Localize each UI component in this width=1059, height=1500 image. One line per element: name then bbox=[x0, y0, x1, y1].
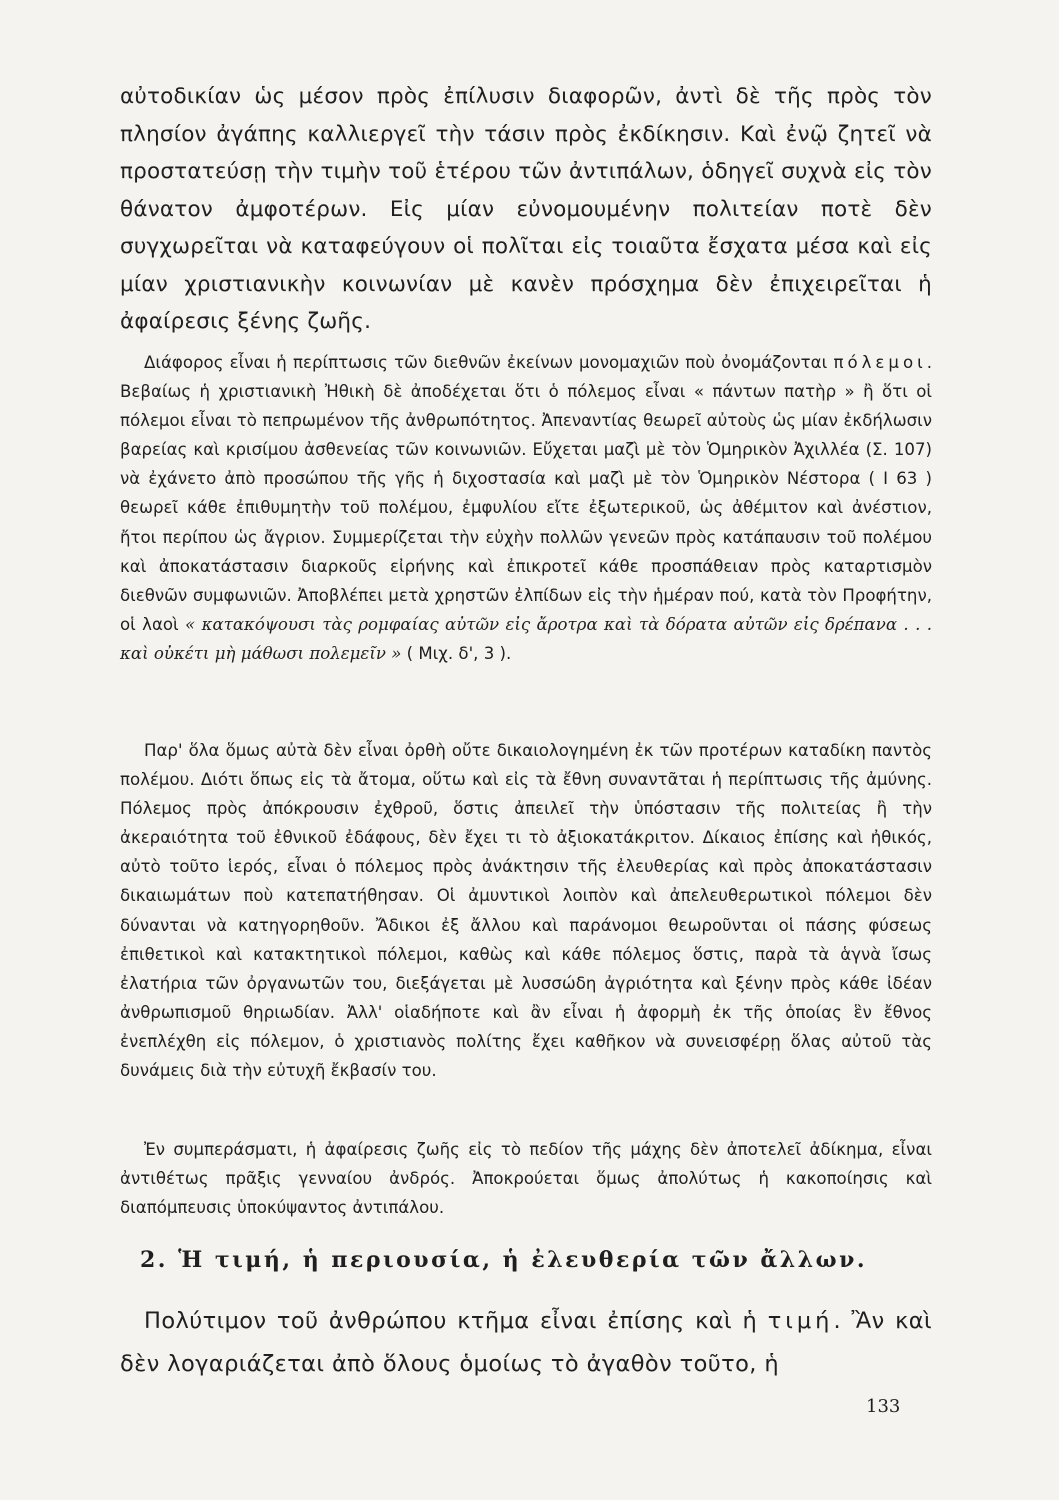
prophet-quote: « κατακόψουσι τὰς ρομφαίας αὐτῶν εἰς ἄροτρα καὶ τὰ δόρατα αὐτῶν εἰς δρέπανα . . . καὶ οὐκέτι μὴ μάθωσι πολεμεῖν » bbox=[120, 614, 932, 663]
quote-citation: ( Μιχ. δ', 3 ). bbox=[401, 643, 512, 663]
spaced-word-timi: τιμή bbox=[767, 1308, 834, 1334]
section-heading: 2. Ἡ τιμή, ἡ περιουσία, ἡ ἐλευθερία τῶν ἄλλων. bbox=[140, 1247, 868, 1273]
paragraph-honor bbox=[120, 1300, 932, 1386]
paragraph-war-text-1: Διάφορος εἶναι ἡ περίπτωσις τῶν διεθνῶν ἐκείνων μονομαχιῶν ποὺ ὀνομάζονται bbox=[144, 353, 834, 372]
spaced-word-polemoi: πόλεμοι bbox=[833, 353, 927, 372]
paragraph-continuation: αὐτοδικίαν ὡς μέσον πρὸς ἐπίλυσιν διαφορῶν, ἀντὶ δὲ τῆς πρὸς τὸν πλησίον ἀγάπης καλλιεργεῖ τὴν τάσιν πρὸς ἐκδίκησιν. Καὶ ἐνῷ ζητεῖ νὰ προστατεύσῃ τὴν τιμὴν τοῦ ἑτέρου τῶν ἀντιπάλων, ὁδηγεῖ συχνὰ εἰς τὸν θάνατον ἀμφοτέρων. Εἰς μίαν εὐνομουμένην πολιτείαν ποτὲ δὲν συγχωρεῖται νὰ καταφεύγουν οἱ πολῖται εἰς τοιαῦτα ἔσχατα μέσα καὶ εἰς μίαν χριστιανικὴν κοινωνίαν μὲ κανὲν πρόσχημα δὲν ἐπιχειρεῖται ἡ ἀφαίρεσις ξένης ζωῆς. bbox=[120, 84, 932, 334]
page-number: 133 bbox=[866, 1396, 901, 1417]
paragraph-honor-text-1: Πολύτιμον τοῦ ἀνθρώπου κτῆμα εἶναι ἐπίσης καὶ ἡ bbox=[144, 1308, 768, 1334]
paragraph-war-text-2: . Βεβαίως ἡ χριστιανικὴ Ἠθικὴ δὲ ἀποδέχεται ὅτι ὁ πόλεμος εἶναι « πάντων πατὴρ » ἢ ὅτι οἱ πόλεμοι εἶναι τὸ πεπρωμένον τῆς ἀνθρωπότητος. Ἀπεναντίας θεωρεῖ αὐτοὺς ὡς μίαν ἐκδήλωσιν βαρείας καὶ κρισίμου ἀσθενείας τῶν κοινωνιῶν. Εὔχεται μαζὶ μὲ τὸν Ὁμηρικὸν Ἀχιλλέα (Σ. 107) νὰ ἐχάνετο ἀπὸ προσώπου τῆς γῆς ἡ διχοστασία καὶ μαζὶ μὲ τὸν Ὁμηρικὸν Νέστορα ( I 63 ) θεωρεῖ κάθε ἐπιθυμητὴν τοῦ πολέμου, ἐμφυλίου εἴτε ἐξωτερικοῦ, ὡς ἀθέμιτον καὶ ἀνέστιον, ἤτοι περίπου ὡς ἄγριον. Συμμερίζεται τὴν εὐχὴν πολλῶν γενεῶν πρὸς κατάπαυσιν τοῦ πολέμου καὶ ἀποκατάστασιν διαρκοῦς εἰρήνης καὶ ἐπικροτεῖ κάθε προσπάθειαν πρὸς καταρτισμὸν διεθνῶν συμφωνιῶν. Ἀποβλέπει μετὰ χρηστῶν ἐλπίδων εἰς τὴν ἡμέραν πού, κατὰ τὸν Προφήτην, οἱ λαοὶ bbox=[120, 353, 932, 634]
paragraph-defense: Παρ' ὅλα ὅμως αὐτὰ δὲν εἶναι ὀρθὴ οὔτε δικαιολογημένη ἐκ τῶν προτέρων καταδίκη παντὸς πολέμου. Διότι ὅπως εἰς τὰ ἄτομα, οὕτω καὶ εἰς τὰ ἔθνη συναντᾶται ἡ περίπτωσις τῆς ἀμύνης. Πόλεμος πρὸς ἀπόκρουσιν ἐχθροῦ, ὅστις ἀπειλεῖ τὴν ὑπόστασιν τῆς πολιτείας ἢ τὴν ἀκεραιότητα τοῦ ἐθνικοῦ ἐδάφους, δὲν ἔχει τι τὸ ἀξιοκατάκριτον. Δίκαιος ἐπίσης καὶ ἠθικός, αὐτὸ τοῦτο ἱερός, εἶναι ὁ πόλεμος πρὸς ἀνάκτησιν τῆς ἐλευθερίας καὶ πρὸς ἀποκατάστασιν δικαιωμάτων ποὺ κατεπατήθησαν. Οἱ ἀμυντικοὶ λοιπὸν καὶ ἀπελευθερωτικοὶ πόλεμοι δὲν δύνανται νὰ κατηγορηθοῦν. Ἄδικοι ἐξ ἄλλου καὶ παράνομοι θεωροῦνται οἱ πάσης φύσεως ἐπιθετικοὶ καὶ κατακτητικοὶ πόλεμοι, καθὼς καὶ κάθε πόλεμος ὅστις, παρὰ τὰ ἁγνὰ ἴσως ἐλατήρια τῶν ὀργανωτῶν του, διεξάγεται μὲ λυσσώδη ἀγριότητα καὶ ξένην πρὸς κάθε ἰδέαν ἀνθρωπισμοῦ θηριωδίαν. Ἀλλ' οἱαδήποτε καὶ ἂν εἶναι ἡ ἀφορμὴ ἐκ τῆς ὁποίας ἓν ἔθνος ἐνεπλέχθη εἰς πόλεμον, ὁ χριστιανὸς πολίτης ἔχει καθῆκον νὰ συνεισφέρῃ ὅλας αὐτοῦ τὰς δυνάμεις διὰ τὴν εὐτυχῆ ἔκβασίν του. bbox=[120, 741, 932, 1081]
paragraph-war bbox=[120, 348, 932, 668]
paragraph-honor-text-2: . Ἂν καὶ δὲν λογαριάζεται ἀπὸ ὅλους ὁμοίως τὸ ἀγαθὸν τοῦτο, ἡ bbox=[120, 1308, 932, 1377]
paragraph-conclusion: Ἐν συμπεράσματι, ἡ ἀφαίρεσις ζωῆς εἰς τὸ πεδίον τῆς μάχης δὲν ἀποτελεῖ ἀδίκημα, εἶναι ἀντιθέτως πρᾶξις γενναίου ἀνδρός. Ἀποκρούεται ὅμως ἀπολύτως ἡ κακοποίησις καὶ διαπόμπευσις ὑποκύψαντος ἀντιπάλου. bbox=[120, 1140, 932, 1218]
